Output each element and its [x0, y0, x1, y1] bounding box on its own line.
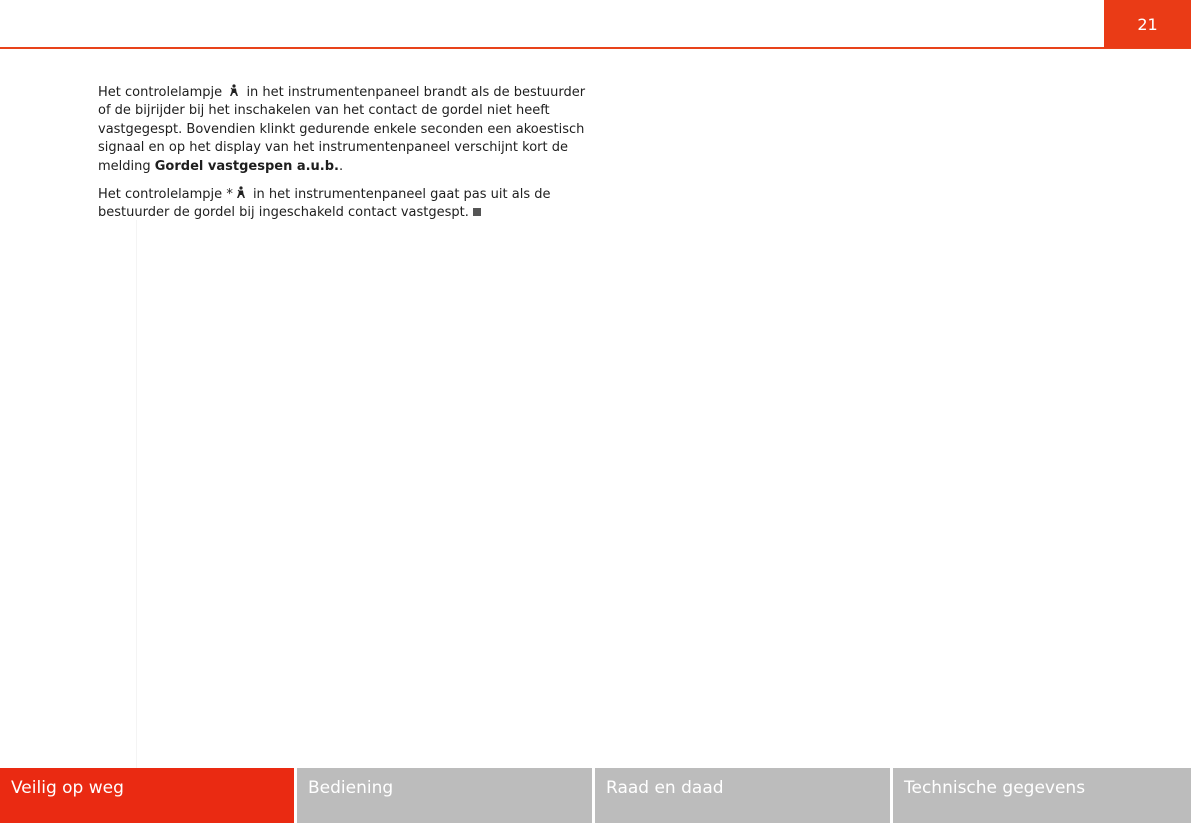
tab-label: Technische gegevens — [904, 778, 1086, 798]
paragraph-2-part2: in het instrumentenpaneel gaat pas uit als de bestuurder de gordel bij ingeschakeld contact vastgespt. — [98, 187, 551, 221]
bleed-through-line — [136, 220, 137, 768]
tab-raad-en-daad[interactable] — [595, 768, 890, 823]
tab-technische-gegevens[interactable] — [893, 768, 1191, 823]
paragraph-1-part3: . — [339, 158, 344, 174]
page-number-text: 21 — [1137, 14, 1158, 34]
tab-label: Bediening — [308, 778, 394, 798]
header-rule — [0, 47, 1191, 49]
tab-label: Raad en daad — [606, 778, 724, 798]
paragraph-2-part1: Het controlelampje — [98, 187, 227, 203]
tab-label: Veilig op weg — [11, 778, 124, 798]
main-text — [98, 84, 588, 233]
tab-veilig-op-weg[interactable] — [0, 768, 294, 823]
paragraph-1-part1: Het controlelampje — [98, 85, 227, 100]
page-number — [1104, 0, 1191, 48]
paragraph-1-part2: in het instrumentenpaneel brandt als de bestuurder of de bijrijder bij het inschakelen van het contact de gordel niet heeft vastgegespt. Bovendien klinkt gedurende enkele seconden een akoestisch signaal en op het display van het instrumentenpaneel verschijnt kort de melding — [98, 85, 586, 174]
warning-message: Gordel vastgespen a.u.b. — [154, 158, 339, 174]
paragraph-2 — [98, 186, 588, 223]
paragraph-1 — [98, 84, 588, 176]
section-tabs — [0, 768, 1191, 823]
seatbelt-warning-icon — [228, 84, 240, 98]
tab-bediening[interactable] — [297, 768, 592, 823]
asterisk-marker: * — [226, 187, 233, 203]
seatbelt-warning-icon — [235, 186, 247, 200]
end-of-section-icon — [473, 208, 481, 216]
